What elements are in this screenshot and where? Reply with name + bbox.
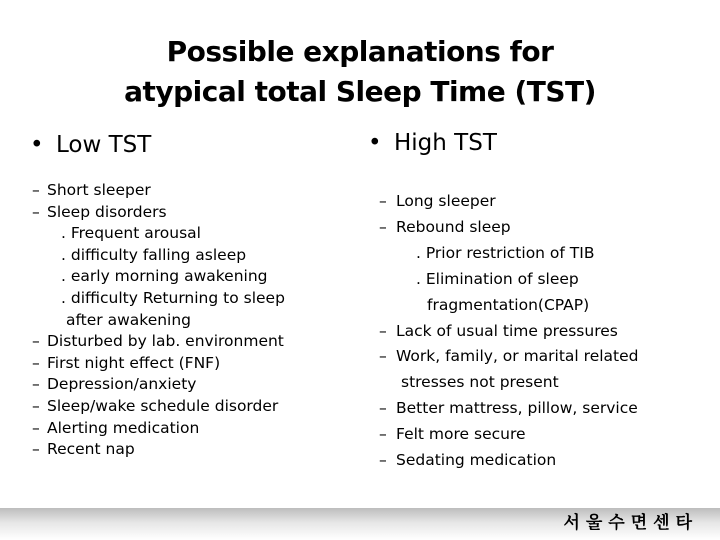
list-item: – Recent nap (32, 439, 285, 461)
list-item: – Better mattress, pillow, service (379, 396, 639, 422)
list-item: – Alerting medication (32, 418, 285, 440)
low-tst-heading (30, 131, 151, 159)
list-item: – First night effect (FNF) (32, 353, 285, 375)
list-item: – Disturbed by lab. environment (32, 331, 285, 353)
list-item-continuation: stresses not present (401, 373, 559, 392)
high-tst-heading (368, 129, 497, 157)
list-item: – Lack of usual time pressures (379, 319, 639, 345)
high-tst-heading-label: High TST (394, 130, 497, 156)
list-item: – Rebound sleep (379, 215, 639, 241)
list-item: – Felt more secure (379, 422, 639, 448)
list-subitem: . Frequent arousal (61, 224, 201, 243)
list-item: – Sedating medication (379, 448, 639, 474)
footer-organization-name: 서울수면센타 (563, 513, 698, 533)
list-subitem: . difficulty Returning to sleep (61, 288, 285, 307)
low-tst-heading-label: Low TST (56, 132, 152, 158)
list-item: – Sleep/wake schedule disorder (32, 396, 285, 418)
list-item: – Depression/anxiety (32, 374, 285, 396)
slide-title-line-1: Possible explanations for (166, 35, 554, 68)
slide-title-line-2: atypical total Sleep Time (TST) (124, 75, 596, 108)
list-subitem-continuation: fragmentation(CPAP) (427, 295, 590, 314)
list-subitem-continuation: after awakening (66, 310, 192, 329)
list-subitem: . difficulty falling asleep (61, 245, 247, 264)
high-tst-list (379, 189, 639, 474)
low-tst-list (32, 180, 285, 461)
list-item: – Long sleeper (379, 189, 639, 215)
list-item: – Sleep disorders (32, 202, 285, 224)
list-subitem: . early morning awakening (61, 267, 268, 286)
list-subitem: . Elimination of sleep (416, 269, 579, 288)
list-item: – Work, family, or marital related (379, 344, 639, 370)
slide-title (0, 32, 720, 112)
list-subitem: . Prior restriction of TIB (416, 243, 595, 262)
bullet-icon: • (30, 132, 44, 158)
list-item: – Short sleeper (32, 180, 285, 202)
bullet-icon: • (368, 130, 382, 156)
